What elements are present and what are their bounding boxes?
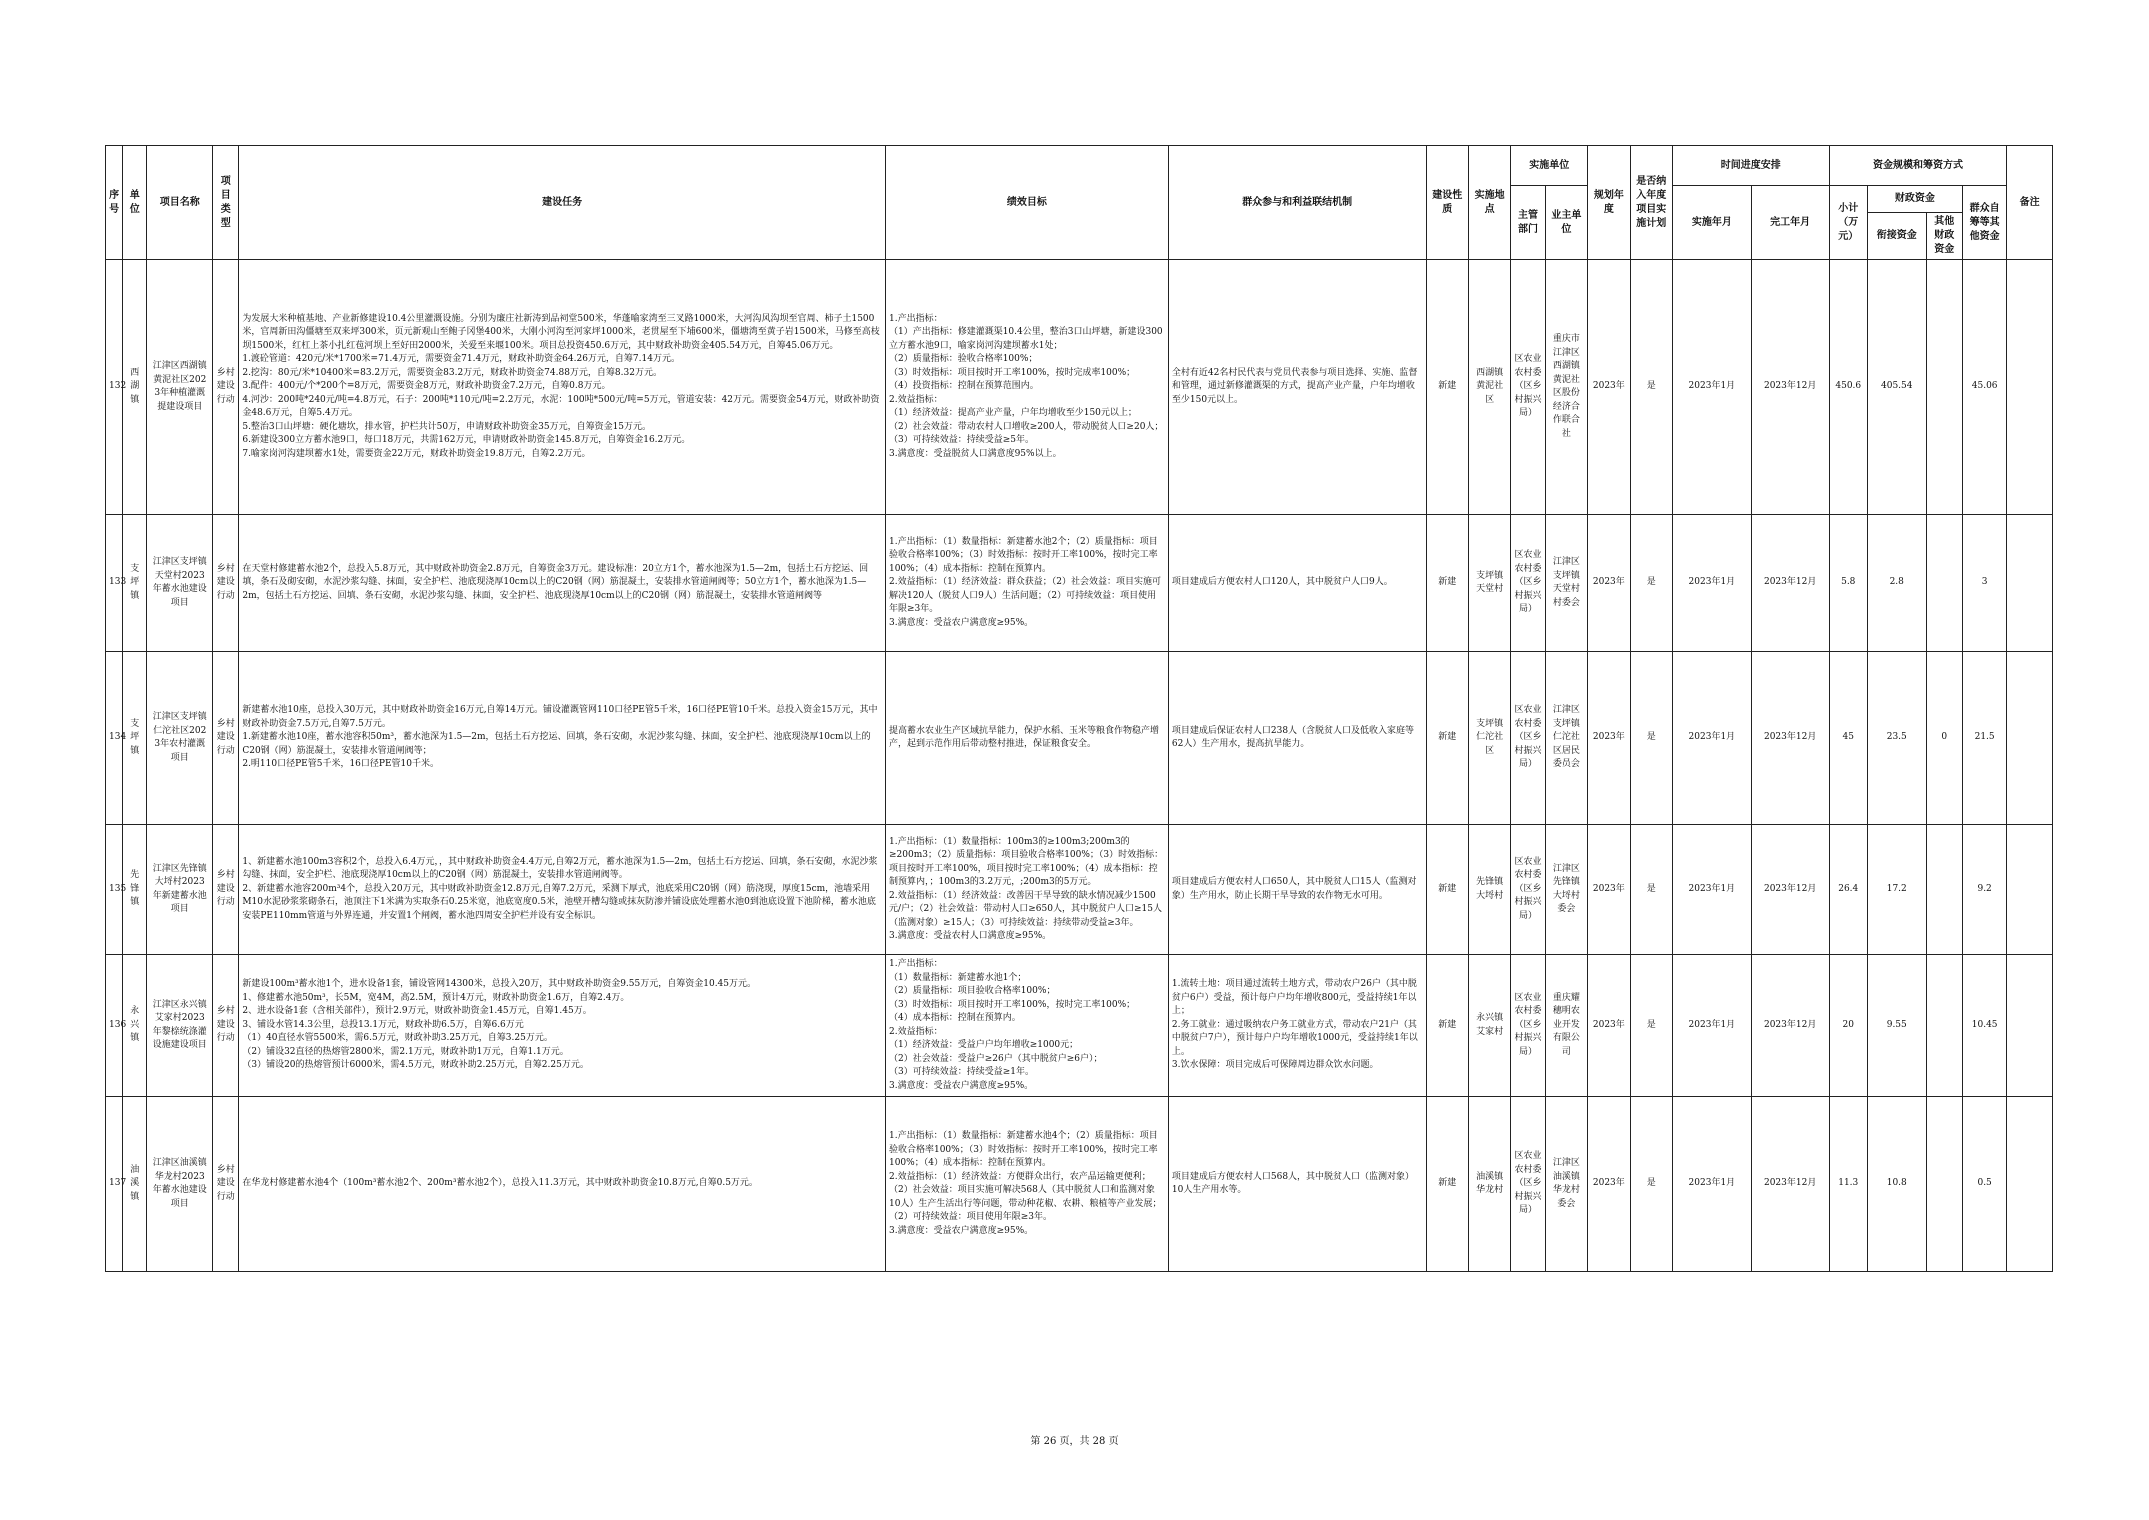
cell-self-raised: 21.5	[1962, 652, 2006, 825]
cell-owner: 重庆市江津区西湖镇黄泥社区股份经济合作联合社	[1545, 260, 1587, 515]
cell-end: 2023年12月	[1751, 515, 1829, 652]
cell-in-plan: 是	[1630, 652, 1672, 825]
cell-unit: 支坪镇	[123, 652, 147, 825]
cell-goal: 1.产出指标： （1）数量指标：新建蓄水池1个； （2）质量指标：项目验收合格率100%； （3）时效指标：项目按时开工率100%，按时完工率100%； （4）成本指标：控制在预算内。 2.效益指标： （1）经济效益：受益户户均年增收≥1000元； （2）社会效益：受益户≥26户（其中脱贫户≥6户）； （3）可持续效益：持续受益≥1年。 3.满意度：受益农户满意度≥95%。	[885, 955, 1168, 1097]
cell-end: 2023年12月	[1751, 1097, 1829, 1272]
cell-goal: 1.产出指标：（1）数量指标：新建蓄水池4个；（2）质量指标：项目验收合格率100%；（3）时效指标：按时开工率100%，按时完工率100%；（4）成本指标：控制在预算内。 2.效益指标：（1）经济效益：方便群众出行，农产品运输更便利；（2）社会效益：项目实施可解决568人（其中脱贫人口和监测对象10人）生产生活出行等问题，带动种花椒、农耕、粮植等产业发展；（2）可持续效益：项目使用年限≥3年。 3.满意度：受益农户满意度≥95%。	[885, 1097, 1168, 1272]
cell-self-raised: 0.5	[1962, 1097, 2006, 1272]
cell-remark	[2007, 825, 2053, 955]
cell-end: 2023年12月	[1751, 260, 1829, 515]
header-task: 建设任务	[239, 146, 886, 260]
header-schedule: 时间进度安排	[1672, 146, 1829, 186]
cell-subtotal: 20	[1829, 955, 1867, 1097]
cell-project-type: 乡村建设行动	[213, 260, 239, 515]
cell-owner: 重庆耀穗明农业开发有限公司	[1545, 955, 1587, 1097]
cell-mechanism: 项目建成后方便农村人口568人，其中脱贫人口（监测对象）10人生产用水等。	[1168, 1097, 1426, 1272]
cell-other-fiscal: 0	[1926, 652, 1962, 825]
cell-seq: 133	[106, 515, 123, 652]
cell-linked: 23.5	[1867, 652, 1926, 825]
header-project-type: 项目类型	[213, 146, 239, 260]
cell-project-name: 江津区支坪镇天堂村2023年蓄水池建设项目	[147, 515, 213, 652]
cell-mechanism: 项目建成后保证农村人口238人（含脱贫人口及低收入家庭等62人）生产用水，提高抗旱能力。	[1168, 652, 1426, 825]
header-mechanism: 群众参与和利益联结机制	[1168, 146, 1426, 260]
cell-task: 1、新建蓄水池100m3容积2个，总投入6.4万元，，其中财政补助资金4.4万元,自筹2万元，蓄水池深为1.5—2m，包括土石方挖运、回填，条石安砌，水泥沙浆勾缝、抹面，安全护栏、池底现浇厚10cm以上的C20钢（网）筋混凝土，安装排水管道闸阀等。 2、新建蓄水池容200m³4个，总投入20万元，其中财政补助资金12.8万元,自筹7.2万元，采测下厚式，池底采用C20钢（网）筋浇现，厚度15cm，池墙采用M10水泥砂浆浆砌条石，池顶注下1米满为实取条石0.25米宽，池底宽度0.5米，池壁开槽勾缝或抹灰防渗并铺设底处理蓄水池0到池底设置下池阶梯，蓄水池底安装PE110mm管道与外界连通，并安置1个闸阀，蓄水池四周安全护栏并设有安全标识。	[239, 825, 886, 955]
cell-in-plan: 是	[1630, 955, 1672, 1097]
header-self-raised: 群众自筹等其他资金	[1962, 186, 2006, 260]
table-row	[106, 260, 2053, 515]
cell-supervisor: 区农业农村委（区乡村振兴局）	[1511, 515, 1545, 652]
cell-self-raised: 9.2	[1962, 825, 2006, 955]
header-linked: 衔接资金	[1867, 213, 1926, 260]
cell-in-plan: 是	[1630, 825, 1672, 955]
cell-remark	[2007, 515, 2053, 652]
table-row	[106, 825, 2053, 955]
cell-supervisor: 区农业农村委（区乡村振兴局）	[1511, 825, 1545, 955]
cell-task: 为发展大米种植基地、产业新修建设10.4公里灌溉设施。分别为廉庄社新涛到品祠堂500米，华蓬喻家湾至三叉路1000米，大河沟风沟坝至官周、柿子土1500米，官周新田沟僵塘至双来坪300米，页元新观山至鲍子冈堡400米，大刚小河沟至河家坪1000米，老贯屋至下埔600米，僵塘湾至黄子岩1500米，马修至高枝坝1500米，红杠上茶小扎红苞河坝上至好田2000米，关爱至来堰100米。项目总投资450.6万元，其中财政补助资金405.54万元，自筹45.06万元。 1.渡砼管道：420元/米*1700米=71.4万元，需要资金71.4万元，财政补助资金64.26万元，自筹7.14万元。 2.挖沟：80元/米*10400米=83.2万元，需要资金83.2万元，财政补助资金74.88万元，自筹8.32万元。 3.配件：400元/个*200个=8万元，需要资金8万元，财政补助资金7.2万元，自筹0.8万元。 4.河沙：200吨*240元/吨=4.8万元，石子：200吨*110元/吨=2.2万元，水泥：100吨*500元/吨=5万元，管道安装：42万元。需要资金54万元，财政补助资金48.6万元，自筹5.4万元。 5.整治3口山坪塘：硬化塘坎，排水管，护栏共计50万，申请财政补助资金35万元，自筹资金15万元。 6.新建设300立方蓄水池9口，每口18万元，共需162万元，申请财政补助资金145.8万元，自筹资金16.2万元。 7.喻家岗河沟建坝蓄水1处，需要资金22万元，财政补助资金19.8万元，自筹2.2万元。	[239, 260, 886, 515]
cell-linked: 9.55	[1867, 955, 1926, 1097]
cell-nature: 新建	[1426, 515, 1468, 652]
cell-task: 在华龙村修建蓄水池4个（100m³蓄水池2个、200m³蓄水池2个），总投入11.3万元，其中财政补助资金10.8万元,自筹0.5万元。	[239, 1097, 886, 1272]
cell-owner: 江津区先锋镇大埒村委会	[1545, 825, 1587, 955]
cell-location: 支坪镇仁沱社区	[1468, 652, 1510, 825]
cell-remark	[2007, 652, 2053, 825]
cell-plan-year: 2023年	[1588, 260, 1630, 515]
cell-project-name: 江津区支坪镇仁沱社区2023年农村灌溉项目	[147, 652, 213, 825]
cell-end: 2023年12月	[1751, 652, 1829, 825]
cell-goal: 提高蓄水农业生产区域抗旱能力，保护水稻、玉米等粮食作物稳产增产，起到示范作用后带动整村推进，保证粮食安全。	[885, 652, 1168, 825]
cell-supervisor: 区农业农村委（区乡村振兴局）	[1511, 652, 1545, 825]
cell-supervisor: 区农业农村委（区乡村振兴局）	[1511, 260, 1545, 515]
cell-mechanism: 1.流转土地：项目通过流转土地方式，带动农户26户（其中脱贫户6户）受益，预计每户户均年增收800元，受益持续1年以上； 2.务工就业：通过吸纳农户务工就业方式，带动农户21户（其中脱贫户7户），预计每户户均年增收1000元，受益持续1年以上。 3.饮水保障：项目完成后可保障周边群众饮水问题。	[1168, 955, 1426, 1097]
cell-end: 2023年12月	[1751, 955, 1829, 1097]
cell-linked: 405.54	[1867, 260, 1926, 515]
cell-other-fiscal	[1926, 955, 1962, 1097]
cell-remark	[2007, 260, 2053, 515]
cell-mechanism: 项目建成后方便农村人口120人，其中脱贫户人口9人。	[1168, 515, 1426, 652]
cell-goal: 1.产出指标：（1）数量指标：新建蓄水池2个；（2）质量指标：项目验收合格率100%；（3）时效指标：按时开工率100%，按时完工率100%；（4）成本指标：控制在预算内。 2.效益指标：（1）经济效益：群众获益；（2）社会效益：项目实施可解决120人（脱贫人口9人）生活问题；（2）可持续效益：项目使用年限≥3年。 3.满意度：受益农户满意度≥95%。	[885, 515, 1168, 652]
cell-start: 2023年1月	[1672, 955, 1751, 1097]
cell-location: 支坪镇天堂村	[1468, 515, 1510, 652]
cell-unit: 西湖镇	[123, 260, 147, 515]
table-row	[106, 652, 2053, 825]
cell-project-type: 乡村建设行动	[213, 515, 239, 652]
header-nature: 建设性质	[1426, 146, 1468, 260]
cell-linked: 10.8	[1867, 1097, 1926, 1272]
cell-end: 2023年12月	[1751, 825, 1829, 955]
header-impl-unit: 实施单位	[1511, 146, 1588, 186]
cell-other-fiscal	[1926, 515, 1962, 652]
cell-linked: 2.8	[1867, 515, 1926, 652]
cell-location: 油溪镇华龙村	[1468, 1097, 1510, 1272]
header-unit: 单位	[123, 146, 147, 260]
cell-project-name: 江津区永兴镇艾家村2023年黎榇统涤灌设施建设项目	[147, 955, 213, 1097]
cell-other-fiscal	[1926, 260, 1962, 515]
table-row	[106, 955, 2053, 1097]
cell-mechanism: 项目建成后方便农村人口650人，其中脱贫人口15人（监测对象）生产用水，防止长期干旱导致的农作物无水可用。	[1168, 825, 1426, 955]
cell-location: 西湖镇黄泥社区	[1468, 260, 1510, 515]
cell-goal: 1.产出指标：（1）数量指标：100m3的≥100m3;200m3的≥200m3；（2）质量指标：项目验收合格率100%；（3）时效指标：项目按时开工率100%，项目按时完工率100%；（4）成本指标：控制预算内，；100m3的3.2万元，;200m3的5万元。 2.效益指标：（1）经济效益：改善因干旱导致的缺水情况减少1500元/户；（2）社会效益：带动村人口≥650人，其中脱贫户人口≥15人（监测对象）≥15人；（3）可持续效益：持续带动受益≥3年。 3.满意度：受益农村人口满意度≥95%。	[885, 825, 1168, 955]
cell-linked: 17.2	[1867, 825, 1926, 955]
cell-owner: 江津区支坪镇仁沱社区居民委员会	[1545, 652, 1587, 825]
header-owner: 业主单位	[1545, 186, 1587, 260]
cell-start: 2023年1月	[1672, 825, 1751, 955]
cell-start: 2023年1月	[1672, 260, 1751, 515]
cell-in-plan: 是	[1630, 1097, 1672, 1272]
cell-task: 在天堂村修建蓄水池2个，总投入5.8万元，其中财政补助资金2.8万元，自筹资金3万元。建设标准：20立方1个，蓄水池深为1.5—2m，包括土石方挖运、回填，条石及砌安砌，水泥沙浆勾缝、抹面，安全护栏、池底现浇厚10cm以上的C20钢（网）筋混凝土，安装排水管道闸阀等；50立方1个，蓄水池深为1.5—2m，包括土石方挖运、回填、条石安砌，水泥沙浆勾缝、抹面，安全护栏、池底现浇厚10cm以上的C20钢（网）筋混凝土，安装排水管道闸阀等	[239, 515, 886, 652]
cell-start: 2023年1月	[1672, 515, 1751, 652]
cell-in-plan: 是	[1630, 515, 1672, 652]
cell-project-name: 江津区西湖镇黄泥社区2023年种植灌溉提建设项目	[147, 260, 213, 515]
cell-start: 2023年1月	[1672, 1097, 1751, 1272]
cell-location: 先锋镇大埒村	[1468, 825, 1510, 955]
header-plan-year: 规划年度	[1588, 146, 1630, 260]
header-goal: 绩效目标	[885, 146, 1168, 260]
cell-owner: 江津区支坪镇天堂村村委会	[1545, 515, 1587, 652]
header-seq: 序号	[106, 146, 123, 260]
cell-subtotal: 11.3	[1829, 1097, 1867, 1272]
cell-unit: 支坪镇	[123, 515, 147, 652]
header-supervisor: 主管部门	[1511, 186, 1545, 260]
cell-seq: 136	[106, 955, 123, 1097]
cell-project-type: 乡村建设行动	[213, 825, 239, 955]
cell-subtotal: 45	[1829, 652, 1867, 825]
cell-seq: 134	[106, 652, 123, 825]
cell-location: 永兴镇艾家村	[1468, 955, 1510, 1097]
cell-self-raised: 45.06	[1962, 260, 2006, 515]
cell-unit: 先锋镇	[123, 825, 147, 955]
cell-other-fiscal	[1926, 1097, 1962, 1272]
header-remark: 备注	[2007, 146, 2053, 260]
cell-plan-year: 2023年	[1588, 825, 1630, 955]
cell-supervisor: 区农业农村委（区乡村振兴局）	[1511, 1097, 1545, 1272]
cell-goal: 1.产出指标： （1）产出指标：修建灌溉渠10.4公里，整治3口山坪塘，新建设300立方蓄水池9口，喻家岗河沟建坝蓄水1处； （2）质量指标：验收合格率100%； （3）时效指标：项目按时开工率100%，按时完成率100%； （4）投资指标：控制在预算范围内。 2.效益指标： （1）经济效益：提高产业产量，户年均增收至少150元以上； （2）社会效益：带动农村人口增收≥200人，带动脱贫人口≥20人； （3）可持续效益：持续受益≥5年。 3.满意度：受益脱贫人口满意度95%以上。	[885, 260, 1168, 515]
cell-self-raised: 3	[1962, 515, 2006, 652]
cell-subtotal: 5.8	[1829, 515, 1867, 652]
table-row	[106, 1097, 2053, 1272]
header-project-name: 项目名称	[147, 146, 213, 260]
cell-unit: 油溪镇	[123, 1097, 147, 1272]
cell-project-type: 乡村建设行动	[213, 955, 239, 1097]
cell-subtotal: 450.6	[1829, 260, 1867, 515]
cell-seq: 132	[106, 260, 123, 515]
table-row	[106, 515, 2053, 652]
page-footer: 第 26 页，共 28 页	[1030, 1436, 1119, 1447]
header-funds: 资金规模和筹资方式	[1829, 146, 2007, 186]
cell-project-name: 江津区油溪镇华龙村2023年蓄水池建设项目	[147, 1097, 213, 1272]
cell-task: 新建蓄水池10座，总投入30万元，其中财政补助资金16万元,自筹14万元。铺设灌溉管网110口径PE管5千米，16口径PE管10千米。总投入资金15万元，其中财政补助资金7.5万元,自筹7.5万元。 1.新建蓄水池10座，蓄水池容积50m³，蓄水池深为1.5—2m，包括土石方挖运、回填，条石安砌，水泥沙浆勾缝、抹面，安全护栏、池底现浇厚10cm以上的C20钢（网）筋混凝土，安装排水管道闸阀等； 2.明110口径PE管5千米，16口径PE管10千米。	[239, 652, 886, 825]
cell-unit: 永兴镇	[123, 955, 147, 1097]
cell-plan-year: 2023年	[1588, 515, 1630, 652]
header-fiscal: 财政资金	[1867, 186, 1962, 213]
cell-nature: 新建	[1426, 1097, 1468, 1272]
header-in-plan: 是否纳入年度项目实施计划	[1630, 146, 1672, 260]
header-other-fiscal: 其他财政资金	[1926, 213, 1962, 260]
project-table	[105, 145, 2053, 1272]
header-subtotal: 小计（万元）	[1829, 186, 1867, 260]
cell-remark	[2007, 955, 2053, 1097]
cell-supervisor: 区农业农村委（区乡村振兴局）	[1511, 955, 1545, 1097]
cell-in-plan: 是	[1630, 260, 1672, 515]
cell-owner: 江津区油溪镇华龙村委会	[1545, 1097, 1587, 1272]
cell-nature: 新建	[1426, 260, 1468, 515]
cell-nature: 新建	[1426, 652, 1468, 825]
cell-subtotal: 26.4	[1829, 825, 1867, 955]
cell-project-name: 江津区先锋镇大埒村2023年新建蓄水池项目	[147, 825, 213, 955]
cell-nature: 新建	[1426, 955, 1468, 1097]
header-start: 实施年月	[1672, 186, 1751, 260]
cell-mechanism: 全村有近42名村民代表与党员代表参与项目选择、实施、监督和管理，通过新修灌溉渠的方式，提高产业产量，户年均增收至少150元以上。	[1168, 260, 1426, 515]
cell-other-fiscal	[1926, 825, 1962, 955]
cell-project-type: 乡村建设行动	[213, 652, 239, 825]
cell-remark	[2007, 1097, 2053, 1272]
cell-start: 2023年1月	[1672, 652, 1751, 825]
header-location: 实施地点	[1468, 146, 1510, 260]
header-end: 完工年月	[1751, 186, 1829, 260]
cell-plan-year: 2023年	[1588, 955, 1630, 1097]
cell-nature: 新建	[1426, 825, 1468, 955]
cell-seq: 135	[106, 825, 123, 955]
cell-plan-year: 2023年	[1588, 1097, 1630, 1272]
cell-plan-year: 2023年	[1588, 652, 1630, 825]
cell-project-type: 乡村建设行动	[213, 1097, 239, 1272]
cell-self-raised: 10.45	[1962, 955, 2006, 1097]
cell-task: 新建设100m³蓄水池1个，进水设备1套，铺设管网14300米，总投入20万，其中财政补助资金9.55万元，自筹资金10.45万元。 1、修建蓄水池50m³，长5M，宽4M，高2.5M，预计4万元，财政补助资金1.6万，自筹2.4万。 2、进水设备1套（含相关部件），预计2.9万元，财政补助资金1.45万元，自筹1.45万。 3、铺设水管14.3公里，总投13.1万元，财政补助6.5万，自筹6.6万元 （1）40直径水管5500米，需6.5万元，财政补助3.25万元，自筹3.25万元。 （2）铺设32直径的热熔管2800米，需2.1万元，财政补助1万元，自筹1.1万元。 （3）铺设20的热熔管预计6000米，需4.5万元，财政补助2.25万元，自筹2.25万元。	[239, 955, 886, 1097]
cell-seq: 137	[106, 1097, 123, 1272]
